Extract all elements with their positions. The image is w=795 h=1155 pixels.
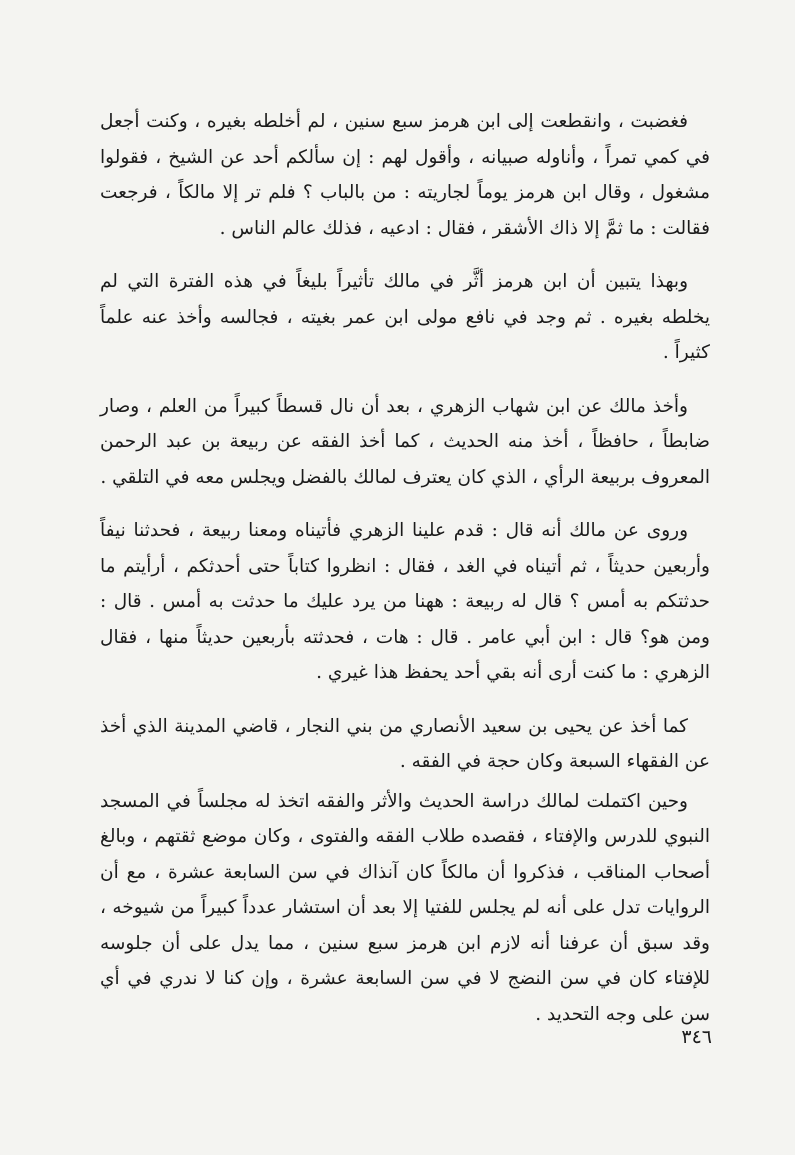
paragraph-3: وأخذ مالك عن ابن شهاب الزهري ، بعد أن نال قسطاً كبيراً من العلم ، وصار ضابطاً ، حافظاً ، أخذ منه الحديث ، كما أخذ الفقه عن ربيعة بن عبد الرحمن المعروف بربيعة الرأي ، الذي كان يعترف لمالك بالفضل ويجلس معه في التلقي . (100, 395, 711, 488)
page-number: ٣٤٦ (681, 1026, 712, 1048)
paragraph-4: وروى عن مالك أنه قال : قدم علينا الزهري فأتيناه ومعنا ربيعة ، فحدثنا نيفاً وأربعين حديثاً ، ثم أتيناه في الغد ، فقال : انظروا كتاباً حتى أحدثكم ، أرأيتم ما حدثتكم به أمس ؟ قال له ربيعة : ههنا من يرد عليك ما حدثت به أمس . قال : ومن هو؟ قال : ابن أبي عامر . قال : هات ، فحدثته بأربعين حديثاً منها ، فقال الزهري : ما كنت أرى أنه بقي أحد يحفظ هذا غيري . (100, 520, 710, 683)
body-text (100, 104, 710, 1050)
paragraph-6: وحين اكتملت لمالك دراسة الحديث والأثر والفقه اتخذ له مجلساً في المسجد النبوي للدرس والإفتاء ، فقصده طلاب الفقه والفتوى ، وكان موضع ثقتهم ، وبالغ أصحاب المناقب ، فذكروا أن مالكاً كان آنذاك في سن السابعة عشرة ، مع أن الروايات تدل على أنه لم يجلس للفتيا إلا بعد أن استشار عدداً كبيراً من شيوخه ، وقد سبق أن عرفنا أنه لازم ابن هرمز سبع سنين ، مما يدل على أن جلوسه للإفتاء كان في سن النضج لا في سن السابعة عشرة ، وإن كنا لا ندري في أي سن على وجه التحديد . (100, 790, 710, 1025)
paragraph-5: كما أخذ عن يحيى بن سعيد الأنصاري من بني النجار ، قاضي المدينة الذي أخذ عن الفقهاء السبعة وكان حجة في الفقه . (100, 715, 710, 772)
paragraph-2: وبهذا يتبين أن ابن هرمز أثَّر في مالك تأثيراً بليغاً في هذه الفترة التي لم يخلطه بغيره . ثم وجد في نافع مولى ابن عمر بغيته ، فجالسه وأخذ عنه علماً كثيراً . (100, 271, 710, 363)
paragraph-1: فغضبت ، وانقطعت إلى ابن هرمز سبع سنين ، لم أخلطه بغيره ، وكنت أجعل في كمي تمراً ، وأناوله صبيانه ، وأقول لهم : إن سألكم أحد عن الشيخ ، فقولوا مشغول ، وقال ابن هرمز يوماً لجاريته : من بالباب ؟ فلم تر إلا مالكاً ، فرجعت فقالت : ما ثمَّ إلا ذاك الأشقر ، فقال : ادعيه ، فذلك عالم الناس . (100, 111, 710, 239)
